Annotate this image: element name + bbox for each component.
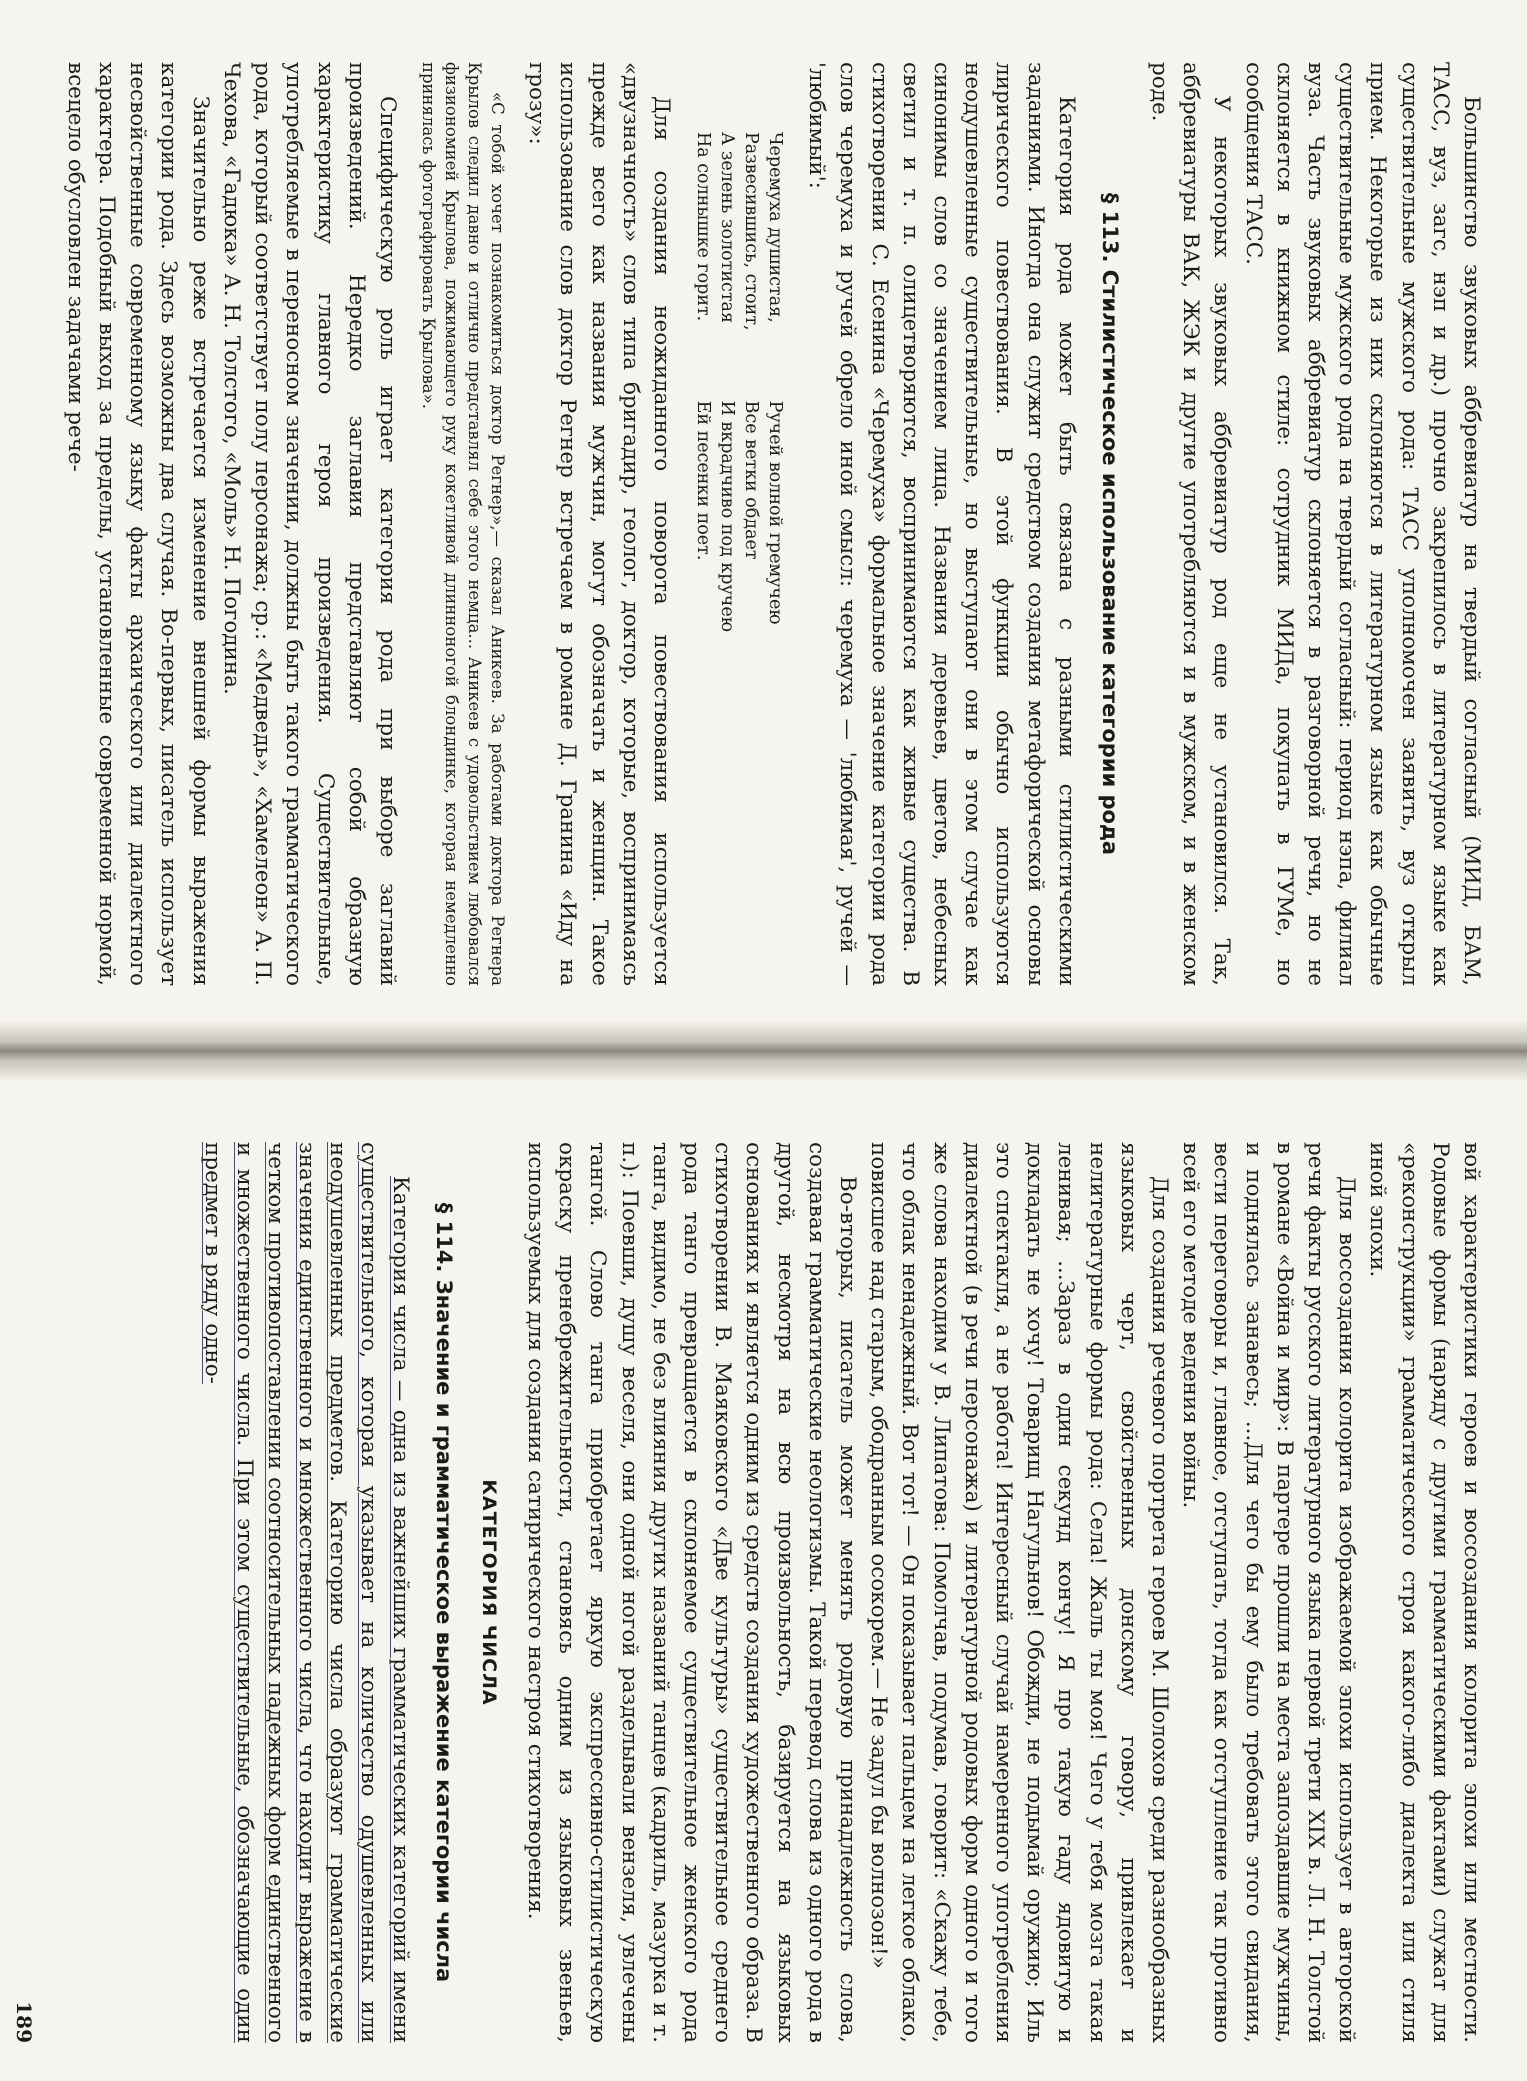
poem-stanza-2: Ручей волной гремучею Все ветки обдает И вкрадчиво под кручею Ей песенки поет. [692,400,785,632]
paragraph-abbreviations-unsettled: У некоторых звуковых аббревиатур род еще не установился. Так, аббревиатуры ВАК, ЖЭК и другие употребляются и в мужском, и в женском роде. [1146,62,1235,986]
paragraph-neologisms: Во-вторых, писатель может менять родовую принадлежность слова, создавая грамматические неологизмы. Такой перевод слова из одного рода в другой, несмотря на всю произвольность, базируется на языковых основаниях и является одним из средств создания художественного образа. В стихотворении В. Маяковского «Две культуры» существительное среднего рода танго превращается в склоняемое существительное женского рода танга, видимо, не без влияния других названий танцев (кадриль, мазурка и т. п.): Поевши, душу веселя, они одной ногой разделывали вензеля, увлечены тангой. Слово танга приобретает яркую экспрессивно-стилистическую окраску пренебрежительности, становясь одним из языковых звеньев, используемых для создания сатирического настроя стихотворения. [522,1142,860,2043]
book-spine [0,1020,1527,1082]
right-page [0,1082,1527,2081]
section-114-heading: § 114. Значение и грамматическое выражение категории числа [431,1202,456,1983]
paragraph-sholokhov: Для создания речевого портрета героев М. Шолохов среди разнообразных языковых черт, свойственных донскому говору, привлекает и нелитературные формы рода: Села! Жаль ты моя! Чего у тебя мозга такая ленивая; ...Зараз в один секунд кончу! Я про такую гаду ядовитую и докладать не хочу! Товарищ Нагульнов! Обожди, не подымай оружию; Иль это спектакля, а не работа! Интересный случай намеренного употребления диалектной (в речи персонажа) и литературной родовых форм одного и того же слова находим у В. Липатова: Помолчав, подумав, говорит: «Скажу тебе, что облак ненадежный. Вот тот! — Он показывает пальцем на легкое облако, повисшее над старым, ободранным осокорем.— Не задул бы волнозон!» [866,1142,1172,2043]
paragraph-archaic-forms: Значительно реже встречается изменение внешней формы выражения категории рода. Здесь возможны два случая. Во-первых, писатель использует несвойственные современному языку факты архаического или диалектного характера. Подобный выход за пределы, установленные современной нормой, всецело обусловлен задачами рече- [62,62,213,986]
category-number-heading: КАТЕГОРИЯ ЧИСЛА [477,1479,500,1706]
poem-cheryomukha [691,132,787,986]
paragraph-category-number: Категория числа — одна из важнейших грамматических категорий имени существительного, которая указывает на количество одушевленных или неодушевленных предметов. Категорию числа образуют грамматические значения единственного и множественного числа, что находит выражение в четком противопоставлении соотносительных падежных форм единственного и множественного числа. При этом существительные, обозначающие один предмет в ряду одно- [200,1142,413,2043]
paragraph-stylistic-gender: Категория рода может быть связана с разными стилистическими заданиями. Иногда она служит средством создания метафорической основы лирического повествования. В этой функции обычно используются неодушевленные существительные, но выступают они в этом случае как синонимы слов со значением лица. Названия деревьев, цветов, небесных светил и т. п. олицетворяются, воспринимаются как живые существа. В стихотворении С. Есенина «Черемуха» формальное значение категории рода слов черемуха и ручей обрело иной смысл: черемуха — 'любимая', ручей — 'любимый': [804,62,1079,986]
quote-granin: «С тобой хочет познакомиться доктор Регнер»,— сказал Аникеев. За работами доктора Регнера Крылов следил давно и отлично представлял себе этого немца... Аникеев с удовольствием любовался физиономией Крылова, пожимающего руку кокетливой длинноногой блондинке, которая немедленно принялась фотографировать Крылова». [418,62,507,986]
poem-stanza-1: Черемуха душистая, Развесившись, стоит, А зелень золотистая На солнышке горит. [692,132,785,331]
paragraph-tolstoy: Для воссоздания колорита изображаемой эпохи использует в авторской речи факты русского литературного языка первой трети XIX в. Л. Н. Толстой в романе «Война и мир»: В партере прошли на места запоздавшие мужчины, и поднялась занавесь; ...Для чего бы ему было требовать этого свидания, вести переговоры и, главное, отступать, тогда как отступление так противно всей его методе ведения войны. [1178,1142,1360,2043]
section-113-heading: § 113. Стилистическое использование категории рода [1097,192,1122,856]
page-number: 189 [12,2001,36,2043]
paragraph-double-meaning: Для создания неожиданного поворота повествования используется «двузначность» слов типа бригадир, геолог, доктор, которые, воспринимаясь прежде всего как названия мужчин, могут обозначать и женщин. Такое использование слов доктор Регнер встречаем в романе Д. Гранина «Иду на грозу»: [524,62,674,986]
left-page [0,0,1527,1020]
paragraph-titles: Специфическую роль играет категория рода при выборе заглавий произведений. Нередко заглавия представляют собой образную характеристику главного героя произведения. Существительные, употребляемые в переносном значении, должны быть такого грамматического рода, который соответствует полу персонажа; ср.: «Медведь», «Хамелеон» А. П. Чехова, «Гадюка» А. Н. Толстого, «Моль» Н. Погодина. [218,62,400,986]
paragraph-abbreviations-gender: Большинство звуковых аббревиатур на твердый согласный (МИД, БАМ, ТАСС, вуз, загс, нэп и др.) прочно закрепилось в литературном языке как существительные мужского рода: ТАСС уполномочен заявить, вуз открыл прием. Некоторые из них склоняются в литературном языке как обычные существительные мужского рода на твердый согласный: период нэпа, филиал вуза. Часть звуковых аббревиатур склоняется в разговорной речи, но не склоняется в книжном стиле: сотрудник МИДа, покупать в ГУМе, но сообщения ТАСС. [1240,62,1484,986]
paragraph-speech-characteristic: вой характеристики героев и воссоздания колорита эпохи или местности. Родовые формы (наряду с другими грамматическими фактами) служат для «реконструкции» грамматического строя какого-либо диалекта или стиля иной эпохи. [1365,1142,1484,2043]
